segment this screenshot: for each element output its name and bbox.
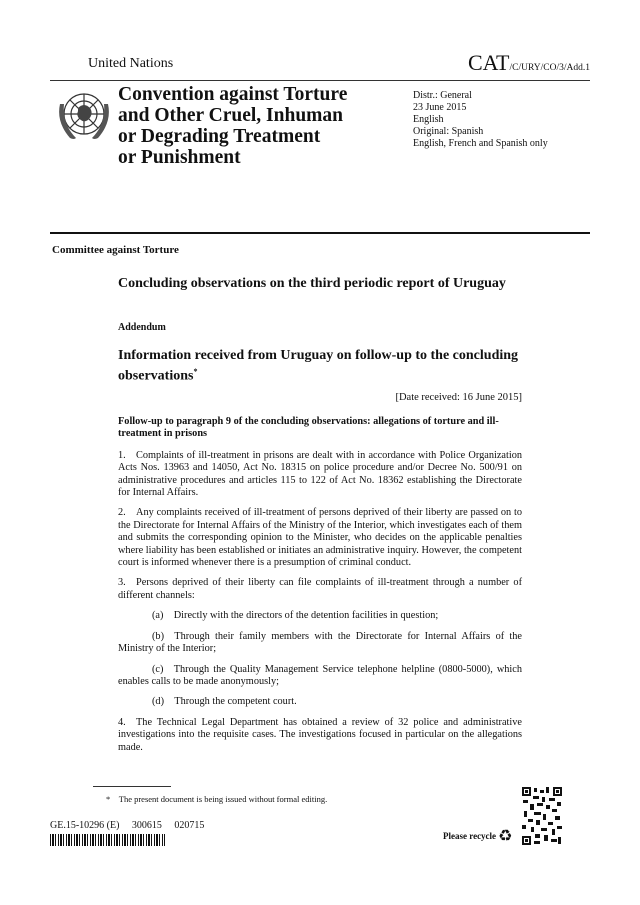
distribution-line: English, French and Spanish only xyxy=(413,138,548,149)
recycle-label: Please recycle xyxy=(443,831,497,841)
title-rule xyxy=(50,232,590,234)
paragraph: 2. Any complaints received of ill-treatment of persons deprived of their liberty are passed on to the Directorate for Internal Affairs of the Ministry of the Interior, which investigates each of them and submits the corresponding opinion to the Minister, who decides on the applicable penalties where liability has been established or initiates an administrative inquiry. However, the competent court is informed whenever there is a presumption of criminal conduct. xyxy=(118,507,522,569)
committee-name: Committee against Torture xyxy=(52,244,179,256)
qr-code-icon xyxy=(522,787,562,845)
date-received: [Date received: 16 June 2015] xyxy=(395,392,522,403)
list-item: (a) Directly with the directors of the detention facilities in question; xyxy=(152,610,439,622)
title-line: or Punishment xyxy=(118,147,241,168)
title-line: Convention against Torture xyxy=(118,84,348,105)
distribution-block xyxy=(413,90,548,150)
list-item: (c) Through the Quality Management Service telephone helpline (0800-5000), which enables calls to be made anonymously; xyxy=(118,663,522,687)
symbol-main: CAT xyxy=(467,50,510,75)
addendum-label: Addendum xyxy=(118,322,166,333)
symbol-rest: /C/URY/CO/3/Add.1 xyxy=(509,63,590,73)
footnote-rule xyxy=(93,786,171,787)
footnote-mark: * xyxy=(193,367,198,376)
heading-text: Information received from Uruguay on follow-up to the concluding observations xyxy=(118,348,519,384)
paragraph: 3. Persons deprived of their liberty can file complaints of ill-treatment through a number of different channels: xyxy=(118,577,522,601)
header-rule xyxy=(50,80,590,81)
recycle-notice xyxy=(443,826,512,846)
distribution-line: 23 June 2015 xyxy=(413,102,467,113)
title-line: or Degrading Treatment xyxy=(118,126,321,147)
job-number: GE.15-10296 (E) 300615 020715 xyxy=(50,820,205,831)
document-body xyxy=(118,416,522,762)
paragraph: 1. Complaints of ill-treatment in prisons are dealt with in accordance with Police Organization Acts Nos. 13963 and 14050, Act No. 18315 on police procedure and/or Decree No. 500/91 on administrative procedures and articles 115 to 122 of Act No. 18362 establishing the Directorate for Internal Affairs. xyxy=(118,449,522,499)
heading-concluding-observations: Concluding observations on the third periodic report of Uruguay xyxy=(118,276,506,291)
paragraph: 4. The Technical Legal Department has obtained a review of 32 police and administrative investigations into the requisite cases. The investigations focused in particular on the allegations made. xyxy=(118,716,522,753)
document-symbol xyxy=(468,50,590,76)
footnote: * The present document is being issued without formal editing. xyxy=(106,794,328,804)
title-line: and Other Cruel, Inhuman xyxy=(118,105,344,126)
recycle-icon: ♻ xyxy=(498,828,513,845)
document-title xyxy=(118,84,388,168)
barcode-icon xyxy=(50,834,165,846)
list-item: (b) Through their family members with the Directorate for Internal Affairs of the Ministry of the Interior; xyxy=(118,630,522,655)
subheading: Follow-up to paragraph 9 of the concluding observations: allegations of torture and ill-treatment in prisons xyxy=(118,416,499,440)
list-item: (d) Through the competent court. xyxy=(152,696,297,708)
heading-information-received xyxy=(118,348,522,385)
organization-name: United Nations xyxy=(88,56,174,71)
distribution-line: Distr.: General xyxy=(413,90,472,101)
distribution-line: Original: Spanish xyxy=(413,126,484,137)
un-emblem-icon xyxy=(52,84,116,148)
distribution-line: English xyxy=(413,114,444,125)
